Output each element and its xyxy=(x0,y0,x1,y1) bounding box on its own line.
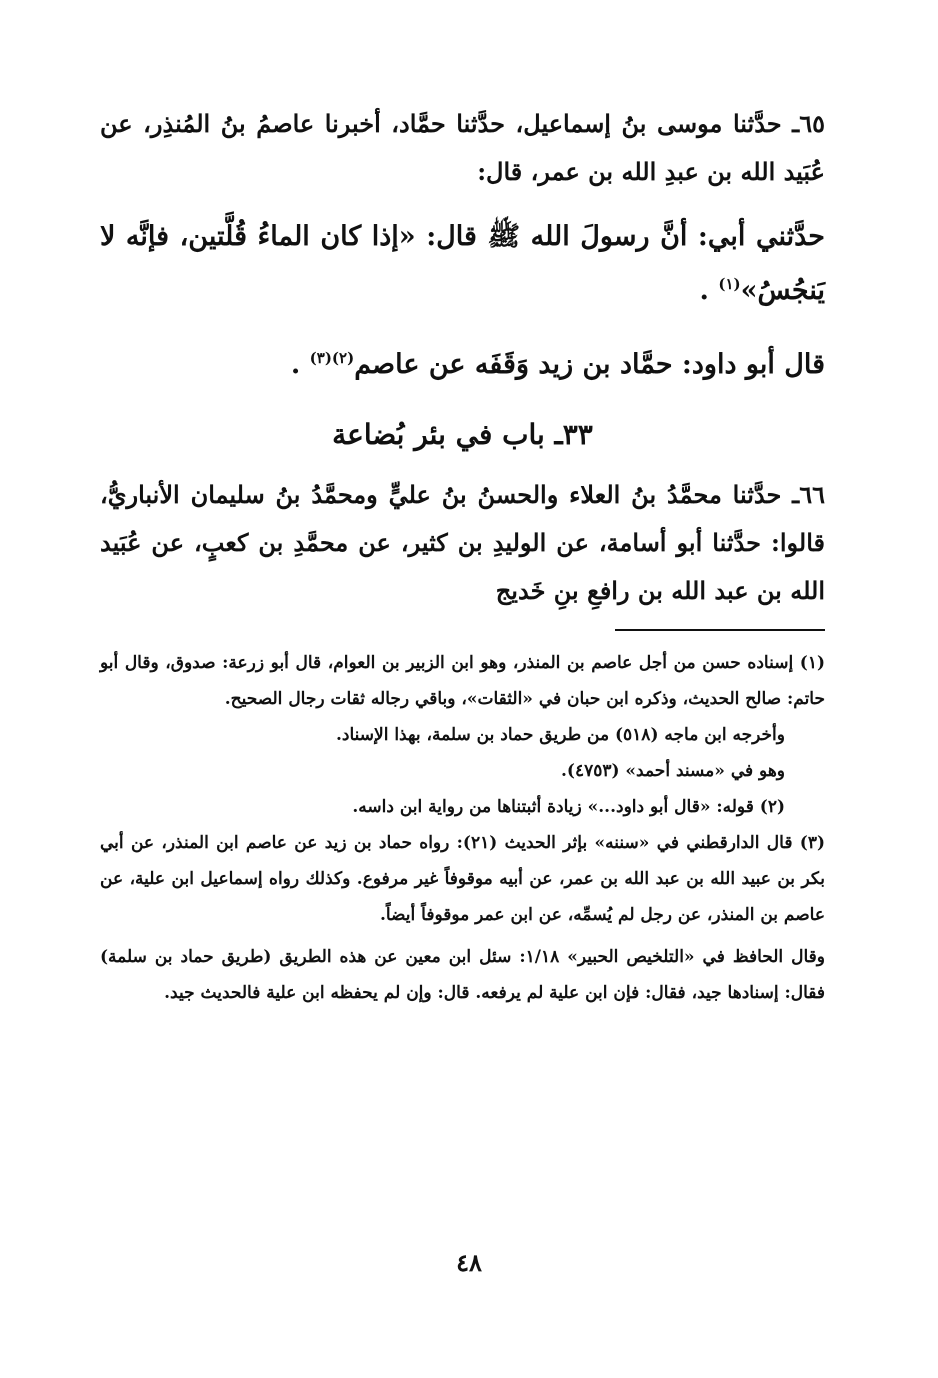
chapter-heading: ٣٣ـ باب في بئر بُضاعة xyxy=(332,418,593,451)
footnote-1: (١) إسناده حسن من أجل عاصم بن المنذر، وهو ابن الزبير بن العوام، قال أبو زرعة: صدوق، وقال أبو حاتم: صالح الحديث، وذكره ابن حبان في «الثقات»، وباقي رجاله ثقات رجال الصحيح. xyxy=(100,653,825,709)
page-body xyxy=(100,100,825,1011)
footnote-separator xyxy=(615,629,825,631)
hadith-65-matn-end: . xyxy=(699,275,709,306)
footnote-2: (٢) قوله: «قال أبو داود...» زيادة أثبتناها من رواية ابن داسه. xyxy=(352,797,785,817)
abu-dawud-note xyxy=(100,338,825,392)
hadith-65-matn xyxy=(100,210,825,318)
hadith-65-matn-text: حدَّثني أبي: أنَّ رسولَ الله ﷺ قال: «إذا كان الماءُ قُلَّتين، فإنَّه لا يَنجُسُ» xyxy=(100,221,825,306)
hadith-65-isnad: ٦٥ـ حدَّثنا موسى بنُ إسماعيل، حدَّثنا حمَّاد، أخبرنا عاصمُ بنُ المُنذِر، عن عُبَيد الله بن عبدِ الله بن عمر، قال: xyxy=(100,109,825,186)
footnote-ref-1: (١) xyxy=(718,275,741,293)
footnote-1-takhrij: وأخرجه ابن ماجه (٥١٨) من طريق حماد بن سلمة، بهذا الإسناد. xyxy=(335,725,785,745)
footnote-3: (٣) قال الدارقطني في «سننه» بإثر الحديث (٢١): رواه حماد بن زيد عن عاصم ابن المنذر، عن أبي بكر بن عبيد الله بن عبد الله بن عمر، عن أبيه موقوفاً غير مرفوع. وكذلك رواه إسماعيل ابن علية، عن عاصم بن المنذر، عن رجل لم يُسمِّه، عن ابن عمر موقوفاً أيضاً. xyxy=(100,833,825,925)
page-number: ٤٨ xyxy=(456,1248,482,1277)
footnote-1-musnad: وهو في «مسند أحمد» (٤٧٥٣). xyxy=(560,761,785,781)
footnote-3-talkhis: وقال الحافظ في «التلخيص الحبير» ١/١٨: سئل ابن معين عن هذه الطريق (طريق حماد بن سلمة) فقال: إسنادها جيد، فقال: فإن ابن علية لم يرفعه. قال: وإن لم يحفظه ابن علية فالحديث جيد. xyxy=(100,947,825,1003)
hadith-66: ٦٦ـ حدَّثنا محمَّدُ بنُ العلاء والحسنُ بنُ عليٍّ ومحمَّدُ بنُ سليمان الأنباريُّ، قالوا: حدَّثنا أبو أسامة، عن الوليدِ بن كثير، عن محمَّدِ بن كعبٍ، عن عُبَيد الله بن عبد الله بن رافعِ بنِ خَديج xyxy=(100,480,825,605)
footnote-ref-2-3: (٢)(٣) xyxy=(309,349,355,367)
abu-dawud-note-end: . xyxy=(290,349,301,380)
abu-dawud-note-text: قال أبو داود: حمَّاد بن زيد وَقَفَه عن عاصم xyxy=(354,349,825,380)
footnotes xyxy=(100,645,825,1011)
